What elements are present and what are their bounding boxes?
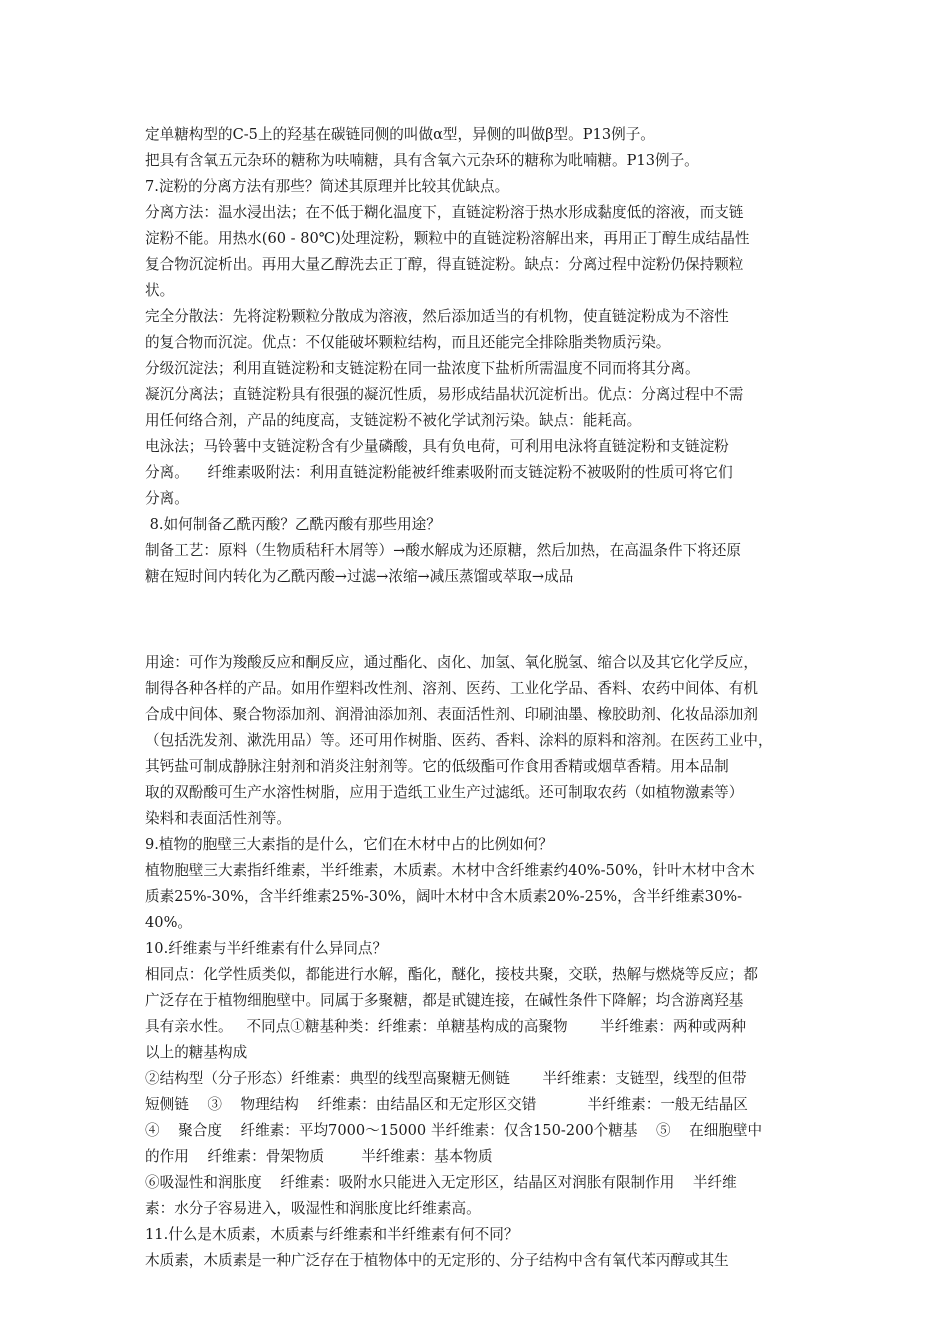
text-line: 复合物沉淀析出。再用大量乙醇洗去正丁醇，得直链淀粉。缺点：分离过程中淀粉仍保持颗粒: [145, 256, 744, 273]
text-line: 其钙盐可制成静脉注射剂和消炎注射剂等。它的低级酯可作食用香精或烟草香精。用本品制: [145, 758, 729, 775]
question-heading: 11.什么是木质素，木质素与纤维素和半纤维素有何不同？: [145, 1226, 519, 1243]
text-line: 广泛存在于植物细胞壁中。同属于多聚糖，都是甙键连接，在碱性条件下降解；均含游离羟基: [145, 992, 744, 1009]
question-heading: 9.植物的胞壁三大素指的是什么，它们在木材中占的比例如何？: [145, 836, 553, 853]
text-line: 染料和表面活性剂等。: [145, 810, 291, 827]
text-line: 分离。 纤维素吸附法：利用直链淀粉能被纤维素吸附而支链淀粉不被吸附的性质可将它们: [145, 464, 733, 481]
text-line: 用任何络合剂，产品的纯度高，支链淀粉不被化学试剂污染。缺点：能耗高。: [145, 412, 642, 429]
text-line: 质素25%-30%，含半纤维素25%-30%，阔叶木材中含木质素20%-25%，含半纤维素30%-: [145, 888, 743, 905]
text-block-before: [145, 122, 810, 590]
text-line: 电泳法；马铃薯中支链淀粉含有少量磷酸，具有负电荷，可利用电泳将直链淀粉和支链淀粉: [145, 438, 729, 455]
text-line: 短侧链 ③ 物理结构 纤维素：由结晶区和无定形区交错 半纤维素：一般无结晶区: [145, 1096, 748, 1113]
text-line: 制得各种各样的产品。如用作塑料改性剂、溶剂、医药、工业化学品、香料、农药中间体、有机: [145, 680, 758, 697]
text-line: 分离。: [145, 490, 189, 507]
text-line: 具有亲水性。 不同点①糖基种类：纤维素：单糖基构成的高聚物 半纤维素：两种或两种: [145, 1018, 746, 1035]
text-line: 定单糖构型的C-5上的羟基在碳链同侧的叫做α型，异侧的叫做β型。P13例子。: [145, 126, 655, 143]
text-line: 制备工艺：原料（生物质秸秆木屑等）→酸水解成为还原糖，然后加热，在高温条件下将还原: [145, 542, 741, 559]
text-line: 木质素，木质素是一种广泛存在于植物体中的无定形的、分子结构中含有氧代苯丙醇或其生: [145, 1252, 729, 1269]
text-line: ②结构型（分子形态）纤维素：典型的线型高聚糖无侧链 半纤维素：支链型，线型的但带: [145, 1070, 747, 1087]
text-line: 取的双酚酸可生产水溶性树脂，应用于造纸工业生产过滤纸。还可制取农药（如植物激素等）: [145, 784, 744, 801]
text-line: 的作用 纤维素：骨架物质 半纤维素：基本物质: [145, 1148, 493, 1165]
text-line: 40%。: [145, 914, 193, 931]
text-line: 分离方法：温水浸出法；在不低于糊化温度下，直链淀粉溶于热水形成黏度低的溶液，而支链: [145, 204, 744, 221]
text-line: ④ 聚合度 纤维素：平均7000～15000 半纤维素：仅含150-200个糖基 ⑤ 在细胞壁中: [145, 1122, 763, 1139]
document-page: [145, 122, 810, 1274]
text-line: 淀粉不能。用热水(60 - 80℃)处理淀粉，颗粒中的直链淀粉溶解出来，再用正丁醇生成结晶性: [145, 230, 750, 247]
question-heading: 7.淀粉的分离方法有那些？简述其原理并比较其优缺点。: [145, 178, 510, 195]
text-line: 糖在短时间内转化为乙酰丙酸→过滤→浓缩→减压蒸馏或萃取→成品: [145, 568, 574, 585]
text-line: 素：水分子容易进入，吸湿性和润胀度比纤维素高。: [145, 1200, 481, 1217]
text-line: （包括洗发剂、漱洗用品）等。还可用作树脂、医药、香料、涂料的原料和溶剂。在医药工业中，: [145, 732, 773, 749]
text-line: 相同点：化学性质类似，都能进行水解，酯化，醚化，接枝共聚，交联，热解与燃烧等反应；都: [145, 966, 758, 983]
text-line: 的复合物而沉淀。优点：不仅能破坏颗粒结构，而且还能完全排除脂类物质污染。: [145, 334, 671, 351]
text-block-after: [145, 650, 810, 1274]
text-line: ⑥吸湿性和润胀度 纤维素：吸附水只能进入无定形区，结晶区对润胀有限制作用 半纤维: [145, 1174, 737, 1191]
text-line: 分级沉淀法；利用直链淀粉和支链淀粉在同一盐浓度下盐析所需温度不同而将其分离。: [145, 360, 700, 377]
text-line: 凝沉分离法；直链淀粉具有很强的凝沉性质，易形成结晶状沉淀析出。优点：分离过程中不需: [145, 386, 744, 403]
text-line: 把具有含氧五元杂环的糖称为呋喃糖，具有含氧六元杂环的糖称为吡喃糖。P13例子。: [145, 152, 699, 169]
question-heading: 10.纤维素与半纤维素有什么异同点？: [145, 940, 388, 957]
text-line: 以上的糖基构成: [145, 1044, 248, 1061]
text-line: 状。: [145, 282, 175, 299]
blank-gap: [145, 590, 810, 650]
text-line: 用途：可作为羧酸反应和酮反应，通过酯化、卤化、加氢、氧化脱氢、缩合以及其它化学反应，: [145, 654, 758, 671]
question-heading: 8.如何制备乙酰丙酸？乙酰丙酸有那些用途？: [145, 516, 441, 533]
text-line: 完全分散法：先将淀粉颗粒分散成为溶液，然后添加适当的有机物，使直链淀粉成为不溶性: [145, 308, 729, 325]
text-line: 合成中间体、聚合物添加剂、润滑油添加剂、表面活性剂、印刷油墨、橡胶助剂、化妆品添加剂: [145, 706, 758, 723]
text-line: 植物胞壁三大素指纤维素，半纤维素，木质素。木材中含纤维素约40%-50%，针叶木材中含木: [145, 862, 755, 879]
